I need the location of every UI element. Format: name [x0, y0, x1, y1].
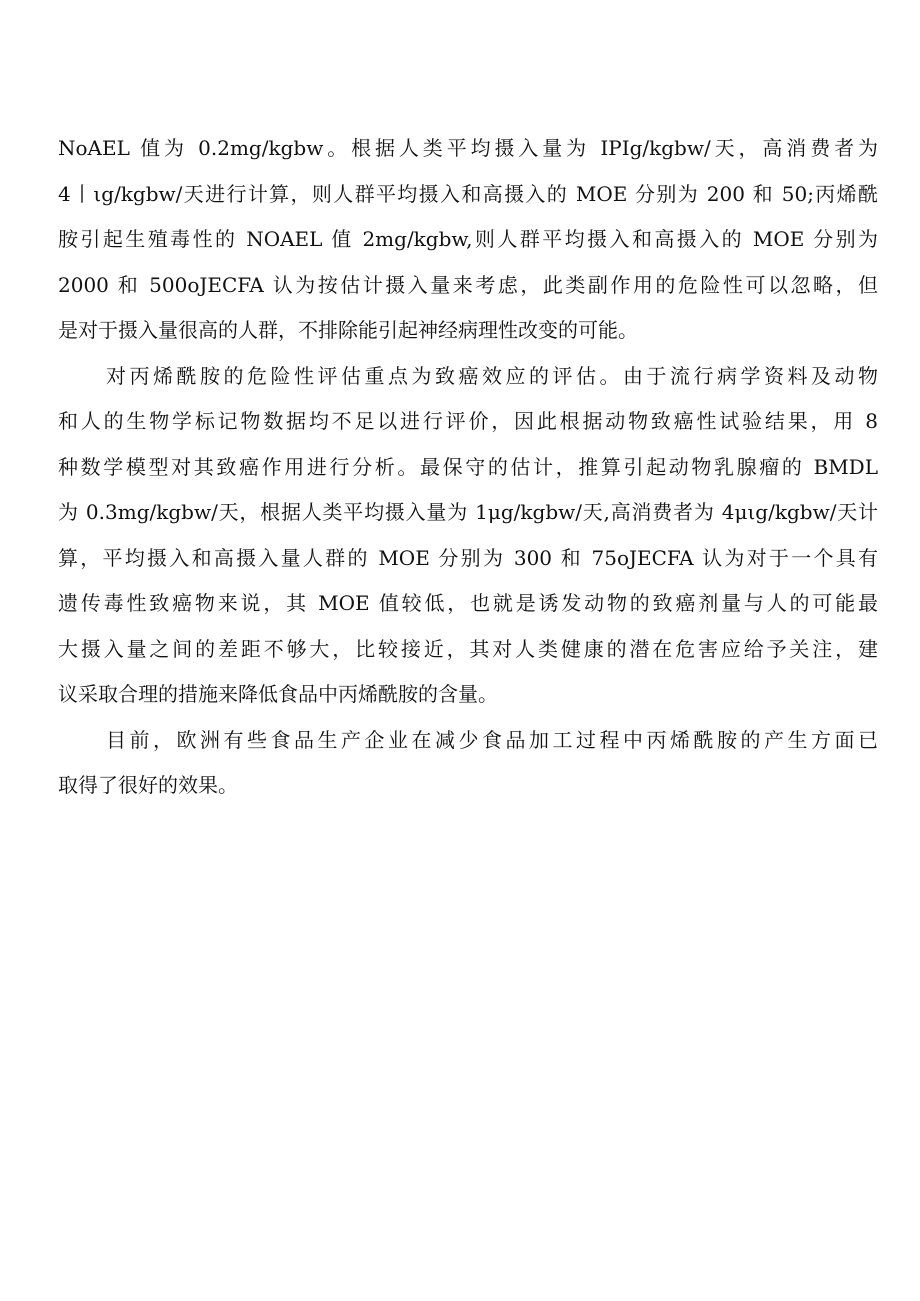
paragraph-3 — [58, 718, 878, 809]
text-line: 取得了很好的效果。 — [58, 773, 238, 797]
text-line: 为 0.3mg/kgbw∕天，根据人类平均摄入量为 1μg∕kgbw∕天,高消费者为 4μιg∕kgbw∕天计 — [58, 500, 878, 524]
text-line: 议采取合理的措施来降低食品中丙烯酰胺的含量。 — [58, 682, 498, 706]
paragraph-1 — [58, 126, 878, 354]
text-line: 和人的生物学标记物数据均不足以进行评价，因此根据动物致癌性试验结果，用 8 — [58, 409, 878, 433]
text-line: 2000 和 500oJECFA 认为按估计摄入量来考虑，此类副作用的危险性可以忽略，但 — [58, 272, 878, 297]
text-line: NoAEL 值为 0.2mg/kgbw。根据人类平均摄入量为 IPIg∕kgbw∕天，高消费者为 — [58, 136, 878, 160]
text-line: 算，平均摄入和高摄入量人群的 MOE 分别为 300 和 75oJECFA 认为对于一个具有 — [58, 545, 878, 570]
text-line: 目前，欧洲有些食品生产企业在减少食品加工过程中丙烯酰胺的产生方面已 — [106, 727, 878, 752]
text-line: 大摄入量之间的差距不够大，比较接近，其对人类健康的潜在危害应给予关注，建 — [58, 636, 878, 661]
document-body — [58, 126, 878, 809]
text-line: 胺引起生殖毒性的 NOAEL 值 2mg∕kgbw,则人群平均摄入和高摄入的 MOE 分别为 — [58, 227, 878, 251]
paragraph-2 — [58, 354, 878, 718]
text-line: 是对于摄入量很高的人群，不排除能引起神经病理性改变的可能。 — [58, 318, 638, 342]
text-line: 对丙烯酰胺的危险性评估重点为致癌效应的评估。由于流行病学资料及动物 — [106, 363, 878, 388]
text-line: 种数学模型对其致癌作用进行分析。最保守的估计，推算引起动物乳腺瘤的 BMDL — [58, 454, 878, 479]
text-line: 4丨ιg∕kgbw∕天进行计算，则人群平均摄入和高摄入的 MOE 分别为 200 和 50;丙烯酰 — [58, 181, 878, 206]
text-line: 遗传毒性致癌物来说，其 MOE 值较低，也就是诱发动物的致癌剂量与人的可能最 — [58, 591, 878, 615]
